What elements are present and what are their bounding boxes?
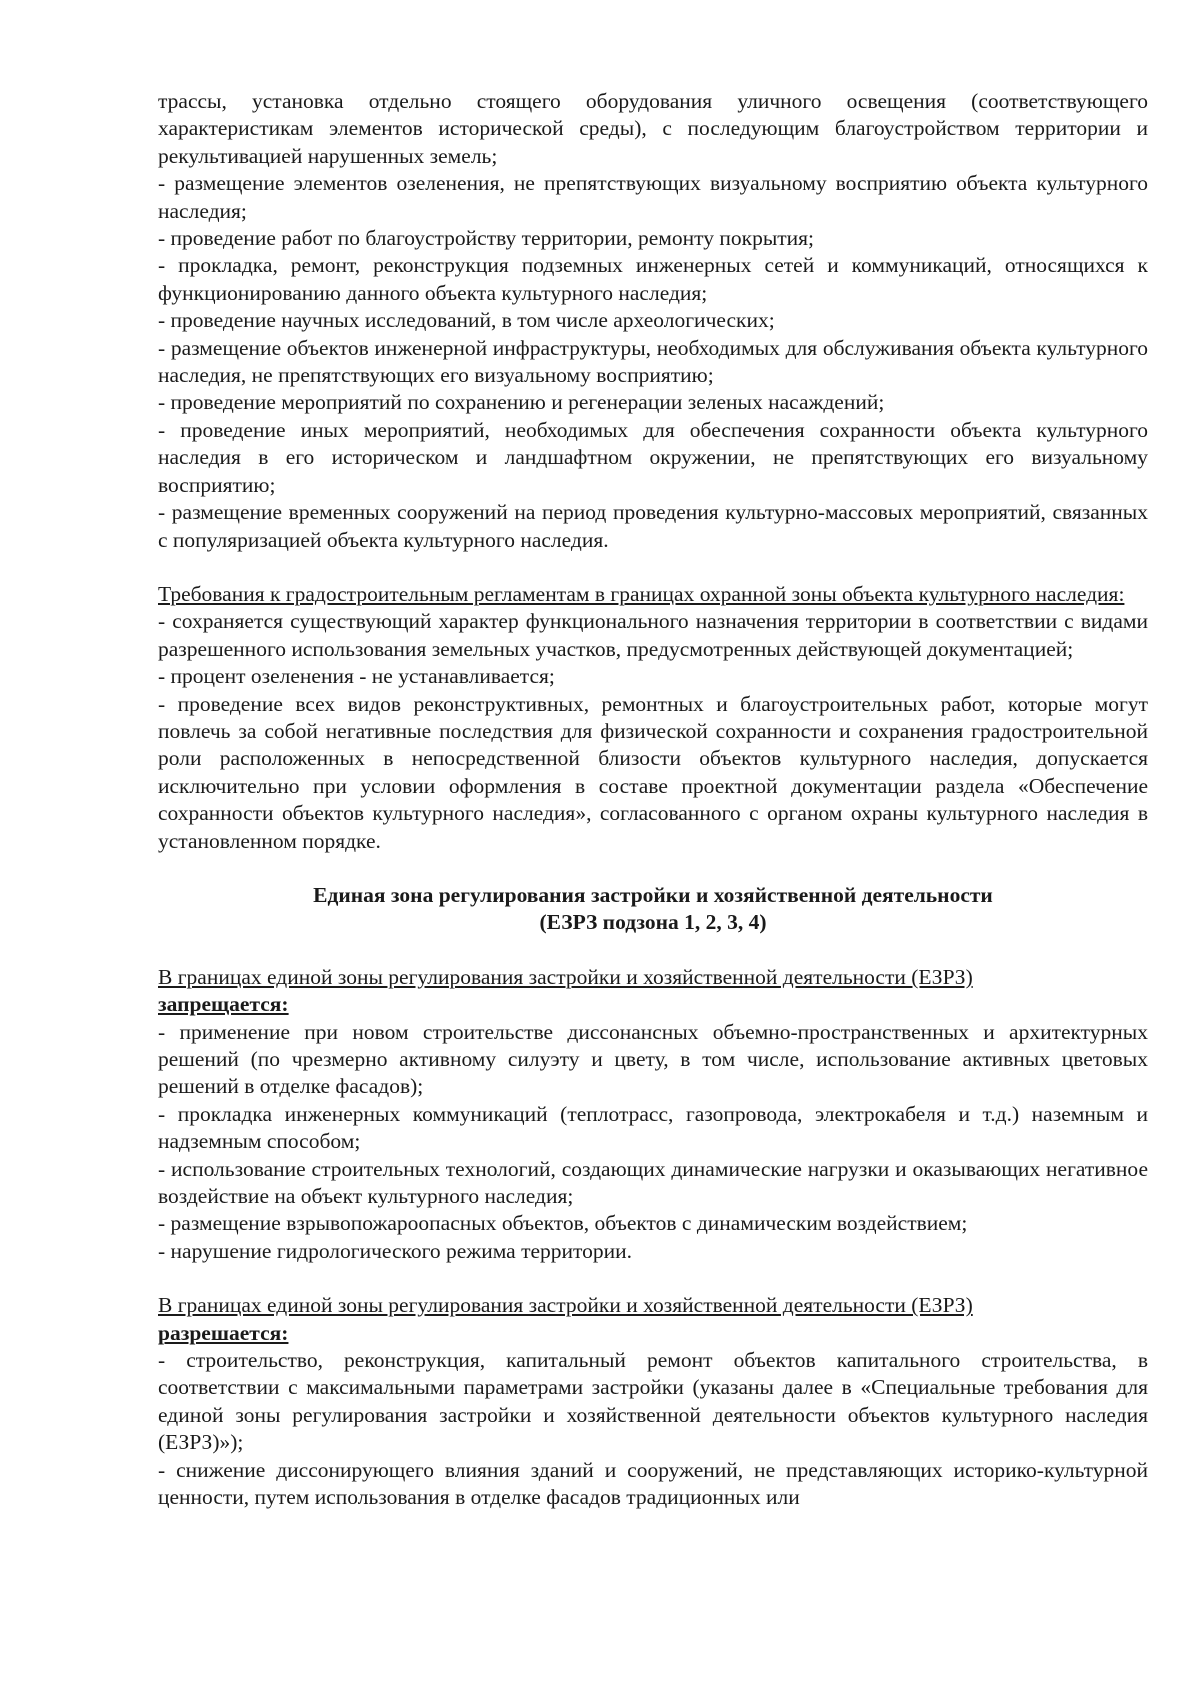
list-item: - процент озеленения - не устанавливается; [158,664,555,689]
spacer [158,554,1148,581]
list-item: - сохраняется существующий характер функционального назначения территории в соответствии с видами разрешенного использования земельных участков, предусмотренных действующей документацией; [158,609,1148,661]
list-item: - проведение работ по благоустройству территории, ремонту покрытия; [158,226,815,251]
prohibited-keyword: запрещается: [158,992,289,1017]
zone-title-subline: (ЕЗРЗ подзона 1, 2, 3, 4) [539,910,767,935]
list-item: - строительство, реконструкция, капитальный ремонт объектов капитального строительства, в соответствии с максимальными параметрами застройки (указаны далее в «Специальные требования для единой зоны регулирования застройки и хозяйственной деятельности объектов культурного наследия (ЕЗРЗ)»); [158,1348,1148,1455]
list-item: - применение при новом строительстве диссонансных объемно-пространственных и архитектурных решений (по чрезмерно активному силуэту и цвету, в том числе, использование активных цветовых решений в отделке фасадов); [158,1019,1148,1099]
list-item: - прокладка, ремонт, реконструкция подземных инженерных сетей и коммуникаций, относящихся к функционированию данного объекта культурного наследия; [158,253,1148,305]
list-item: - проведение иных мероприятий, необходимых для обеспечения сохранности объекта культурного наследия в его историческом и ландшафтном окружении, не препятствующих его визуальному восприятию; [158,417,1148,497]
list-item: - проведение всех видов реконструктивных, ремонтных и благоустроительных работ, которые могут повлечь за собой негативные последствия для физической сохранности и сохранения градостроительной роли расположенных в непосредственной близости объектов культурного наследия, допускается исключительно при условии оформления в составе проектной документации раздела «Обеспечение сохранности объектов культурного наследия», согласованного с органом охраны культурного наследия в установленном порядке. [158,691,1148,853]
spacer [158,937,1148,964]
intro-list [158,88,1148,554]
list-item: - проведение научных исследований, в том числе археологических; [158,308,775,333]
permitted-lead: В границах единой зоны регулирования застройки и хозяйственной деятельности (ЕЗРЗ) [158,1293,973,1318]
list-item: трассы, установка отдельно стоящего оборудования уличного освещения (соответствующего характеристикам элементов исторической среды), с последующим благоустройством территории и рекультивацией нарушенных земель; [158,89,1148,168]
document-page [158,88,1148,1512]
prohibited-lead: В границах единой зоны регулирования застройки и хозяйственной деятельности (ЕЗРЗ) [158,964,973,989]
list-item: - нарушение гидрологического режима территории. [158,1238,633,1263]
list-item: - снижение диссонирующего влияния зданий и сооружений, не представляющих историко-культурной ценности, путем использования в отделке фасадов традиционных или [158,1457,1148,1510]
zone-title [158,882,1148,937]
list-item: - размещение взрывопожароопасных объектов, объектов с динамическим воздействием; [158,1211,968,1236]
requirements-heading: Требования к градостроительным регламентам в границах охранной зоны объекта культурного наследия: [158,581,1125,606]
permitted-section [158,1292,1148,1511]
list-item: - размещение объектов инженерной инфраструктуры, необходимых для обслуживания объекта культурного наследия, не препятствующих его визуальному восприятию; [158,335,1148,388]
list-item: - прокладка инженерных коммуникаций (теплотрасс, газопровода, электрокабеля и т.д.) наземным и надземным способом; [158,1101,1148,1154]
requirements-section [158,581,1148,855]
list-item: - проведение мероприятий по сохранению и регенерации зеленых насаждений; [158,390,885,415]
list-item: - размещение элементов озеленения, не препятствующих визуальному восприятию объекта культурного наследия; [158,171,1148,223]
zone-title-line: Единая зона регулирования застройки и хозяйственной деятельности [313,882,993,907]
spacer [158,855,1148,882]
permitted-keyword: разрешается: [158,1320,289,1345]
list-item: - размещение временных сооружений на период проведения культурно-массовых мероприятий, связанных с популяризацией объекта культурного наследия. [158,500,1148,552]
spacer [158,1265,1148,1292]
list-item: - использование строительных технологий, создающих динамические нагрузки и оказывающих негативное воздействие на объект культурного наследия; [158,1156,1148,1209]
prohibited-section [158,964,1148,1265]
